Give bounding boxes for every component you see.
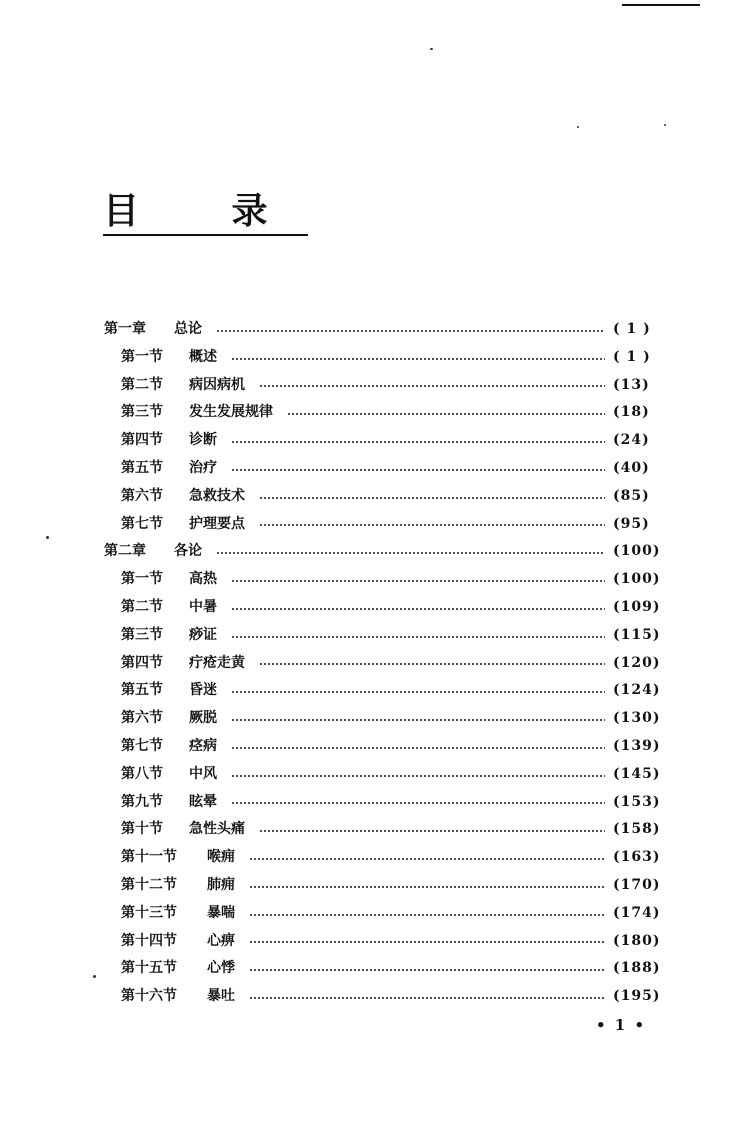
toc-entry-label (121, 733, 217, 761)
toc-entry-title: 概述 (189, 348, 217, 365)
dot-leader (249, 886, 605, 888)
dot-leader (259, 497, 605, 499)
toc-entry-number: 第三节 (121, 626, 163, 643)
toc-entry-page: (120) (613, 654, 661, 671)
toc-section-entry (0, 511, 747, 539)
toc-entry-number: 第十一节 (121, 849, 177, 866)
dot-leader (249, 941, 605, 943)
toc-entry-title: 昏迷 (189, 682, 217, 699)
scan-speck (577, 126, 579, 128)
toc-entry-number: 第十四节 (121, 932, 177, 949)
toc-entry-label (121, 816, 245, 844)
toc-entry-label (121, 650, 245, 678)
toc-entry-number: 第五节 (121, 459, 163, 476)
dot-leader (231, 747, 605, 749)
toc-chapter-entry (0, 538, 747, 566)
toc-section-entry (0, 455, 747, 483)
toc-entry-number: 第一节 (121, 571, 163, 588)
toc-entry-label (121, 928, 235, 956)
toc-section-entry (0, 900, 747, 928)
toc-section-entry (0, 816, 747, 844)
dot-leader (259, 663, 605, 665)
toc-entry-title: 眩晕 (189, 793, 217, 810)
toc-entry-page: (40) (613, 459, 650, 476)
dot-leader (287, 413, 605, 415)
toc-entry-label (121, 511, 245, 539)
toc-section-entry (0, 733, 747, 761)
toc-entry-label (104, 538, 202, 566)
toc-entry-title: 中暑 (189, 598, 217, 615)
dot-leader (216, 552, 605, 554)
toc-entry-title: 心痹 (207, 932, 235, 949)
toc-section-entry (0, 427, 747, 455)
table-of-contents (0, 316, 747, 1011)
toc-chapter-entry (0, 316, 747, 344)
toc-entry-number: 第一章 (104, 321, 146, 337)
toc-entry-title: 治疗 (189, 459, 217, 476)
dot-leader (231, 580, 605, 582)
toc-entry-page: (195) (613, 988, 661, 1005)
toc-entry-title: 急救技术 (189, 487, 245, 504)
toc-entry-title: 各论 (174, 543, 202, 560)
toc-entry-label (121, 427, 217, 455)
toc-section-entry (0, 372, 747, 400)
toc-entry-title: 中风 (189, 765, 217, 782)
toc-entry-number: 第十五节 (121, 960, 177, 977)
toc-entry-page: ( 1 ) (613, 321, 651, 337)
toc-entry-label (121, 399, 273, 427)
toc-entry-title: 肺痈 (207, 876, 235, 893)
toc-entry-page: (18) (613, 404, 650, 421)
dot-leader (231, 719, 605, 721)
toc-entry-page: (100) (613, 571, 661, 588)
toc-entry-label (121, 844, 235, 872)
toc-entry-page: (170) (613, 876, 661, 893)
toc-entry-number: 第七节 (121, 515, 163, 532)
toc-section-entry (0, 622, 747, 650)
toc-section-entry (0, 483, 747, 511)
dot-leader (249, 997, 605, 999)
toc-entry-page: (174) (613, 904, 661, 921)
toc-section-entry (0, 928, 747, 956)
dot-leader (259, 830, 605, 832)
toc-entry-label (121, 455, 217, 483)
top-rule (622, 4, 700, 6)
dot-leader (231, 636, 605, 638)
toc-entry-label (121, 705, 217, 733)
toc-section-entry (0, 705, 747, 733)
toc-entry-title: 高热 (189, 571, 217, 588)
dot-leader (249, 969, 605, 971)
toc-entry-page: (158) (613, 821, 661, 838)
toc-entry-number: 第四节 (121, 432, 163, 449)
toc-entry-label (121, 622, 217, 650)
page-title: 目 录 (103, 190, 308, 236)
toc-entry-label (104, 316, 202, 344)
dot-leader (231, 608, 605, 610)
toc-entry-label (121, 872, 235, 900)
toc-entry-page: (85) (613, 487, 650, 504)
toc-entry-page: (188) (613, 960, 661, 977)
toc-entry-page: (145) (613, 765, 661, 782)
toc-entry-number: 第十二节 (121, 876, 177, 893)
dot-leader (249, 914, 605, 916)
dot-leader (259, 385, 605, 387)
toc-entry-page: (124) (613, 682, 661, 699)
toc-entry-number: 第四节 (121, 654, 163, 671)
toc-entry-label (121, 983, 235, 1011)
toc-entry-page: (24) (613, 432, 650, 449)
dot-leader (249, 858, 605, 860)
toc-entry-title: 发生发展规律 (189, 404, 273, 421)
toc-section-entry (0, 399, 747, 427)
toc-entry-label (121, 761, 217, 789)
dot-leader (231, 469, 605, 471)
toc-entry-page: (180) (613, 932, 661, 949)
toc-entry-label (121, 344, 217, 372)
toc-entry-page: (153) (613, 793, 661, 810)
toc-entry-label (121, 372, 245, 400)
toc-entry-page: (163) (613, 849, 661, 866)
dot-leader (231, 775, 605, 777)
toc-section-entry (0, 761, 747, 789)
toc-entry-number: 第九节 (121, 793, 163, 810)
toc-entry-title: 喉痈 (207, 849, 235, 866)
toc-entry-title: 病因病机 (189, 376, 245, 393)
toc-entry-title: 护理要点 (189, 515, 245, 532)
toc-entry-page: (109) (613, 598, 661, 615)
toc-entry-label (121, 483, 245, 511)
dot-leader (231, 802, 605, 804)
toc-entry-page: (130) (613, 710, 661, 727)
toc-entry-number: 第二节 (121, 376, 163, 393)
toc-entry-title: 急性头痛 (189, 821, 245, 838)
toc-entry-page: (115) (613, 626, 661, 643)
toc-entry-number: 第一节 (121, 348, 163, 365)
toc-entry-title: 总论 (174, 321, 202, 337)
page-number: • 1 • (596, 1016, 647, 1034)
toc-entry-title: 暴喘 (207, 904, 235, 921)
toc-entry-number: 第六节 (121, 487, 163, 504)
toc-entry-number: 第十六节 (121, 988, 177, 1005)
toc-entry-number: 第二节 (121, 598, 163, 615)
dot-leader (231, 358, 605, 360)
toc-entry-number: 第三节 (121, 404, 163, 421)
toc-entry-label (121, 955, 235, 983)
toc-entry-number: 第八节 (121, 765, 163, 782)
toc-section-entry (0, 872, 747, 900)
dot-leader (259, 524, 605, 526)
toc-entry-title: 诊断 (189, 432, 217, 449)
toc-entry-page: (139) (613, 737, 661, 754)
toc-entry-number: 第十三节 (121, 904, 177, 921)
toc-entry-label (121, 900, 235, 928)
toc-section-entry (0, 566, 747, 594)
toc-entry-title: 心悸 (207, 960, 235, 977)
scan-speck (430, 48, 433, 50)
toc-entry-label (121, 566, 217, 594)
toc-entry-page: (13) (613, 376, 650, 393)
dot-leader (231, 441, 605, 443)
dot-leader (216, 330, 605, 332)
toc-entry-number: 第十节 (121, 821, 163, 838)
toc-section-entry (0, 789, 747, 817)
toc-entry-page: ( 1 ) (613, 348, 651, 365)
toc-section-entry (0, 650, 747, 678)
dot-leader (231, 691, 605, 693)
toc-section-entry (0, 677, 747, 705)
toc-entry-number: 第五节 (121, 682, 163, 699)
toc-entry-number: 第二章 (104, 543, 146, 560)
toc-entry-title: 暴吐 (207, 988, 235, 1005)
toc-entry-label (121, 677, 217, 705)
scan-speck (664, 124, 666, 126)
toc-entry-title: 疔疮走黄 (189, 654, 245, 671)
toc-section-entry (0, 955, 747, 983)
toc-entry-label (121, 594, 217, 622)
toc-entry-title: 厥脱 (189, 710, 217, 727)
toc-entry-number: 第六节 (121, 710, 163, 727)
toc-section-entry (0, 344, 747, 372)
toc-section-entry (0, 594, 747, 622)
toc-section-entry (0, 844, 747, 872)
toc-entry-page: (95) (613, 515, 650, 532)
toc-entry-title: 痉病 (189, 737, 217, 754)
toc-section-entry (0, 983, 747, 1011)
toc-entry-number: 第七节 (121, 737, 163, 754)
toc-entry-title: 痧证 (189, 626, 217, 643)
toc-entry-label (121, 789, 217, 817)
toc-entry-page: (100) (613, 543, 661, 560)
